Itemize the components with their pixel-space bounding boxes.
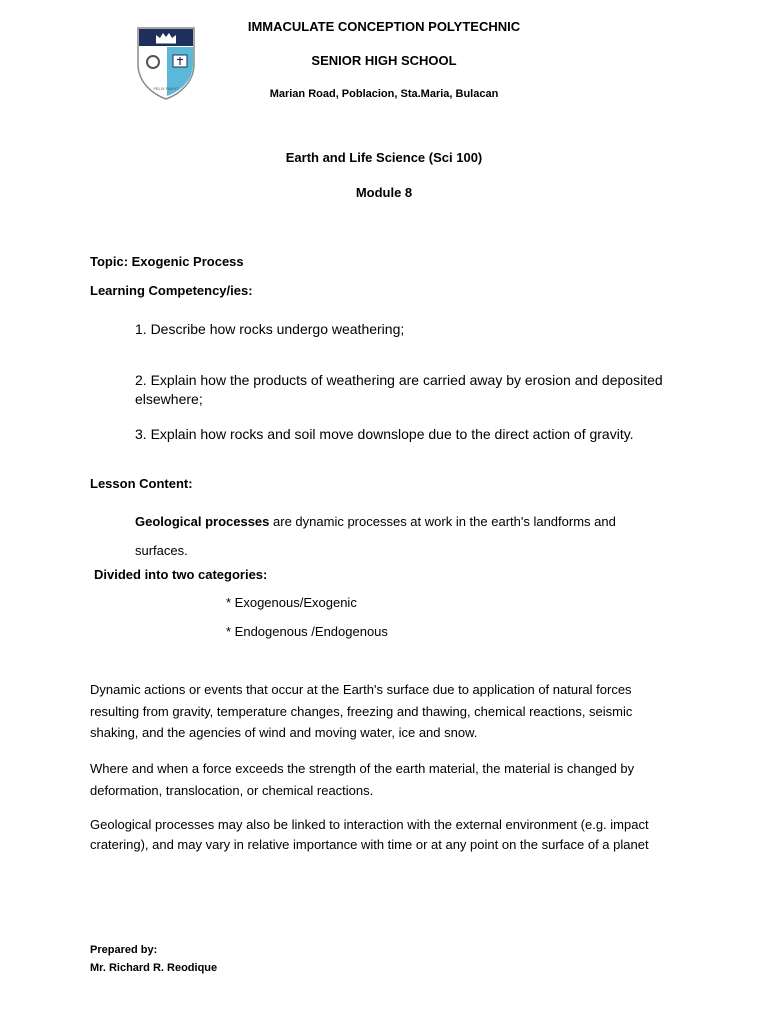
- competency-heading: Learning Competency/ies:: [90, 283, 253, 298]
- paragraph-2: Where and when a force exceeds the strength of the earth material, the material is changed by deformation, translocation, or chemical reactions.: [90, 761, 635, 798]
- topic-heading: Topic: Exogenic Process: [90, 254, 244, 269]
- category-item-1: * Exogenous/Exogenic: [226, 595, 357, 610]
- geo-term: Geological processes: [135, 514, 270, 529]
- categories-heading: Divided into two categories:: [94, 567, 268, 582]
- paragraph-1: Dynamic actions or events that occur at the Earth's surface due to application of natural forces resulting from gravity, temperature changes, freezing and thawing, chemical reactions, seismic shaking, and the agencies of wind and moving water, ice and snow.: [90, 682, 633, 740]
- course-title: Earth and Life Science (Sci 100): [285, 150, 483, 165]
- seal-motto: FELIX FAUST: [153, 86, 179, 91]
- school-address: Marian Road, Poblacion, Sta.Maria, Bulacan: [269, 88, 499, 100]
- module-number: Module 8: [355, 185, 413, 200]
- paragraph-3: Geological processes may also be linked to interaction with the external environment (e.g. impact cratering), and may vary in relative importance with time or at any point on the surface of a planet: [90, 817, 649, 852]
- geo-term-definition: are dynamic processes at work in the earth's landforms and surfaces.: [135, 514, 616, 558]
- category-item-2: * Endogenous /Endogenous: [226, 624, 388, 639]
- school-name: IMMACULATE CONCEPTION POLYTECHNIC: [247, 19, 521, 34]
- prepared-by-label: Prepared by:: [90, 944, 158, 956]
- lesson-heading: Lesson Content:: [90, 476, 193, 491]
- competency-item-3: 3. Explain how rocks and soil move downslope due to the direct action of gravity.: [135, 426, 634, 442]
- author-name: Mr. Richard R. Reodique: [90, 962, 218, 974]
- division-name: SENIOR HIGH SCHOOL: [311, 53, 457, 68]
- geo-definition: [135, 507, 665, 565]
- competency-item-2: 2. Explain how the products of weathering are carried away by erosion and deposited elsewhere;: [135, 372, 663, 407]
- competency-item-1: 1. Describe how rocks undergo weathering;: [135, 321, 405, 337]
